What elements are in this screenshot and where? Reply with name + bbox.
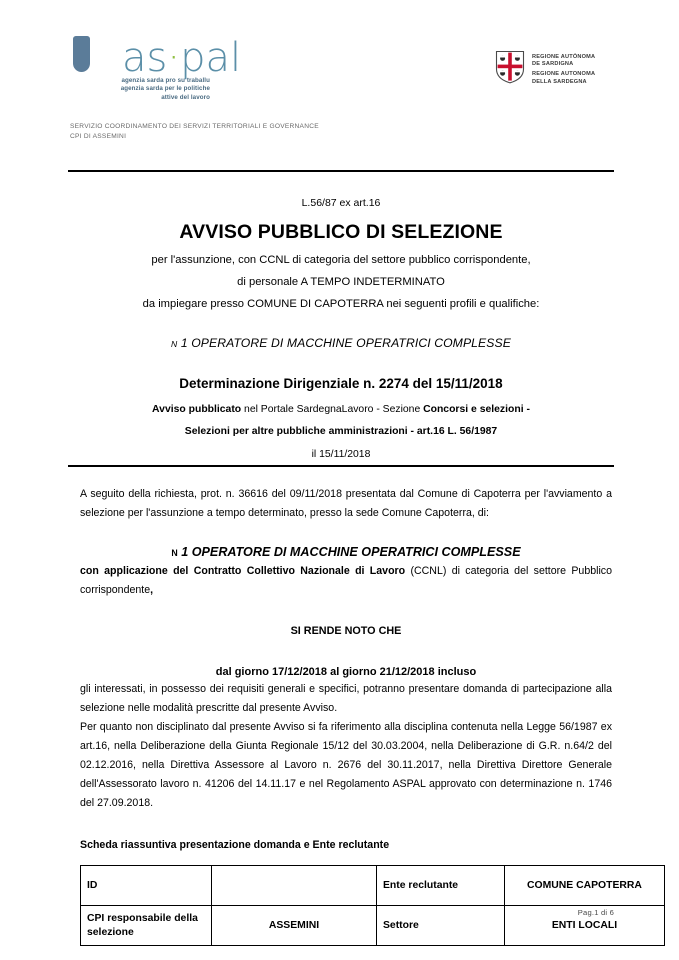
ccnl-tail: , <box>150 584 154 596</box>
title-subline-2: di personale A TEMPO INDETERMINATO <box>237 276 445 288</box>
paragraph-interessati: gli interessati, in possesso dei requisiti generali e specifici, potranno presentare domanda di partecipazione alla selezione nelle modalità prescritte dal presente Avviso. <box>80 683 612 714</box>
pubblicazione-line-2: Selezioni per altre pubbliche amministrazioni - art.16 L. 56/1987 <box>184 426 498 437</box>
pubblicazione-bold-2: Concorsi e selezioni - <box>423 404 530 415</box>
paragraph-disciplina: Per quanto non disciplinato dal presente Avviso si fa riferimento alla disciplina contenuta nella Legge 56/1987 ex art.16, nella Deliberazione della Giunta Regionale 15/12 del 30.03.2004, nella Deliberazione di G.R. n.64/2 del 02.12.2016, nella Direttiva Assessore al Lavoro n. 2676 del 30.11.2017, nella Direttiva Direttore Generale dell'Assessorato lavoro n. 41206 del 14.11.17 e nel Regolamento ASPAL approvato con determinazione n. 1746 del 27.09.2018. <box>80 721 612 809</box>
ccnl-rest: (CCNL) di categoria del settore Pubblico corrispondente <box>80 565 613 596</box>
pubblicazione-bold-1: Avviso pubblicato <box>152 404 242 415</box>
table-cell-ente-value: COMUNE CAPOTERRA <box>505 866 665 906</box>
profile-text: 1 OPERATORE DI MACCHINE OPERATRICI COMPLESSE <box>180 336 511 350</box>
pubblicazione-date: il 15/11/2018 <box>311 449 371 460</box>
title-subline-3: da impiegare presso COMUNE DI CAPOTERRA nei seguenti profili e qualifiche: <box>142 298 540 310</box>
service-line-1: SERVIZIO COORDINAMENTO DEI SERVIZI TERRITORIALI E GOVERNANCE <box>70 123 319 130</box>
aspal-logo <box>70 36 260 104</box>
ras-line-2: DE SARDIGNA <box>532 61 574 68</box>
document-header <box>0 0 679 150</box>
law-reference: L.56/87 ex art.16 <box>301 197 381 209</box>
document-body <box>80 485 642 946</box>
aspal-mark-icon <box>73 36 90 72</box>
aspal-tagline <box>70 77 210 102</box>
aspal-tagline-line-1: agenzia sarda pro su traballu <box>121 77 210 84</box>
si-rende-noto-heading: SI RENDE NOTO CHE <box>290 625 402 637</box>
table-cell-cpi-label: CPI responsabile della selezione <box>81 906 212 946</box>
determinazione-line: Determinazione Dirigenziale n. 2274 del 15/11/2018 <box>179 376 503 391</box>
profile-title <box>68 335 614 353</box>
ras-line-3: REGIONE AUTONOMA <box>532 71 596 78</box>
four-moors-shield-icon <box>495 50 525 84</box>
aspal-wordmark: as·pal <box>122 35 242 81</box>
regione-sardegna-text <box>532 54 595 86</box>
page-footer <box>0 908 614 917</box>
regione-sardegna-logo <box>495 50 625 90</box>
table-cell-settore-value: ENTI LOCALI <box>505 906 665 946</box>
table-cell-cpi-value: ASSEMINI <box>212 906 377 946</box>
aspal-tagline-line-2: agenzia sarda per le politiche <box>120 85 210 93</box>
table-cell-settore-label: Settore <box>377 906 505 946</box>
scheda-table <box>80 865 665 946</box>
ccnl-bold: con applicazione del Contratto Collettivo Nazionale di Lavoro <box>80 565 406 577</box>
table-row <box>81 866 665 906</box>
paragraph-ccnl <box>80 562 612 600</box>
divider-middle <box>68 465 614 467</box>
page-title: AVVISO PUBBLICO DI SELEZIONE <box>179 221 503 243</box>
aspal-tagline-line-3: attive del lavoro <box>161 93 210 101</box>
paragraph-richiesta: A seguito della richiesta, prot. n. 36616 del 09/11/2018 presentata dal Comune di Capoterra per l'avviamento a selezione per l'assunzione a tempo determinato, presso la sede Comune Capoterra, di: <box>80 488 612 519</box>
divider-top <box>68 170 614 172</box>
table-cell-ente-label: Ente reclutante <box>377 866 505 906</box>
pubblicazione-normal-1: nel Portale SardegnaLavoro - Sezione <box>241 404 424 415</box>
body-profile-text: 1 OPERATORE DI MACCHINE OPERATRICI COMPLESSE <box>181 545 521 559</box>
date-range-line: dal giorno 17/12/2018 al giorno 21/12/2018 incluso <box>215 666 477 678</box>
pubblicazione-line-1 <box>68 402 614 417</box>
service-line-2: CPI DI ASSEMINI <box>70 132 127 140</box>
title-subline-1: per l'assunzione, con CCNL di categoria del settore pubblico corrispondente, <box>151 254 531 266</box>
scheda-heading: Scheda riassuntiva presentazione domanda e Ente reclutante <box>80 839 390 851</box>
ras-line-1: REGIONE AUTÒNOMA <box>532 54 596 60</box>
ras-line-4: DELLA SARDEGNA <box>532 78 587 85</box>
body-profile-title <box>80 543 612 562</box>
body-profile-prefix: N <box>171 548 178 558</box>
table-cell-id-label: ID <box>81 866 212 906</box>
service-department-line <box>70 122 319 141</box>
profile-prefix: N <box>171 339 178 349</box>
title-block <box>68 196 614 462</box>
page-number: Pag.1 di 6 <box>577 908 614 917</box>
table-cell-id-value <box>212 866 377 906</box>
